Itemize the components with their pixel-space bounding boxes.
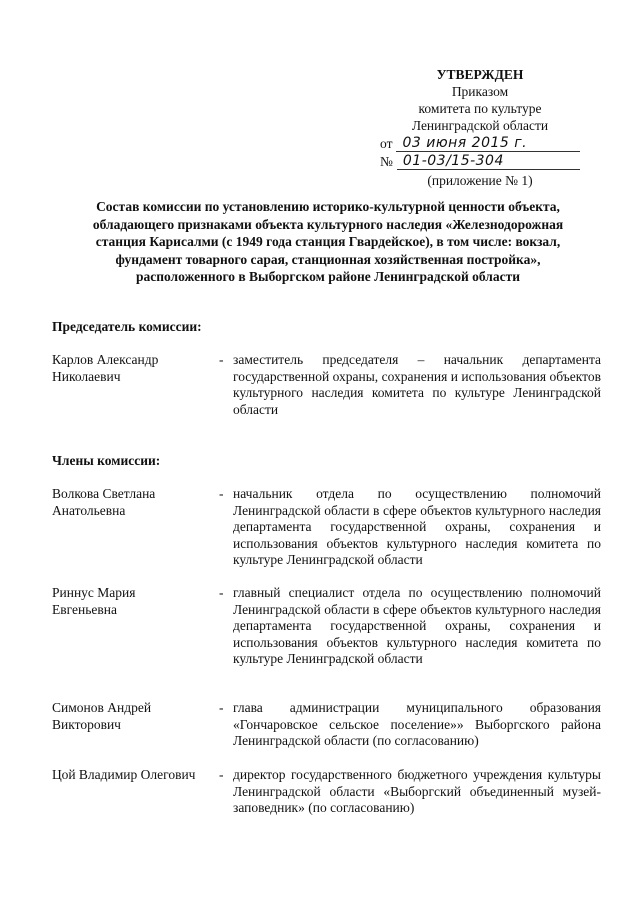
approval-line-2: комитета по культуре [418, 101, 542, 116]
member-name: Цой Владимир Олегович [52, 767, 196, 782]
member-role: глава администрации муниципального образования «Гончаровское сельское поселение»» Выборгского района Ленинградской области (по согласованию) [233, 700, 601, 748]
number-handwritten: 01-03/15-304 [397, 153, 580, 170]
approval-line-1: Приказом [451, 84, 509, 99]
member-name: Симонов Андрей Викторович [52, 700, 152, 732]
approval-block [380, 66, 580, 189]
date-handwritten: 03 июня 2015 г. [396, 135, 580, 152]
member-role: главный специалист отдела по осуществлению полномочий Ленинградской области в сфере объектов культурного наследия департамента государственной охраны, сохранения и использования объектов культурного наследия комитета по культуре Ленинградской области [233, 585, 601, 666]
member-dash: - [219, 700, 224, 715]
members-heading: Члены комиссии: [52, 453, 161, 468]
approval-title: УТВЕРЖДЕН [436, 67, 524, 82]
number-prefix: № [380, 154, 393, 169]
appendix-note: (приложение № 1) [427, 173, 533, 188]
chairman-role: заместитель председателя – начальник департамента государственной охраны, сохранения и использования объектов культурного наследия комитета по культуре Ленинградской области [233, 352, 601, 417]
member-dash: - [219, 486, 224, 501]
member-dash: - [219, 767, 224, 782]
chairman-name: Карлов Александр Николаевич [52, 352, 159, 384]
approval-number-line [380, 152, 580, 170]
member-role: директор государственного бюджетного учреждения культуры Ленинградской области «Выборгский объединенный музей-заповедник» (по согласованию) [233, 767, 601, 815]
date-prefix: от [380, 136, 393, 151]
document-title: Состав комиссии по установлению историко-культурной ценности объекта, обладающего признаками объекта культурного наследия «Железнодорожная станция Карисалми (с 1949 года станция Гвардейское), в том числе: вокзал, фундамент товарного сарая, станционная хозяйственная постройка», расположенного в Выборгском районе Ленинградской области [92, 199, 564, 284]
chairman-dash: - [219, 352, 224, 367]
chairman-heading: Председатель комиссии: [52, 319, 202, 334]
member-name: Риннус Мария Евгеньевна [52, 585, 136, 617]
approval-date-line [380, 134, 580, 152]
approval-line-3: Ленинградской области [411, 118, 549, 133]
member-name: Волкова Светлана Анатольевна [52, 486, 156, 518]
member-role: начальник отдела по осуществлению полномочий Ленинградской области в сфере объектов культурного наследия департамента государственной охраны, сохранения и использования объектов культурного наследия комитета по культуре Ленинградской области [233, 486, 601, 567]
member-dash: - [219, 585, 224, 600]
